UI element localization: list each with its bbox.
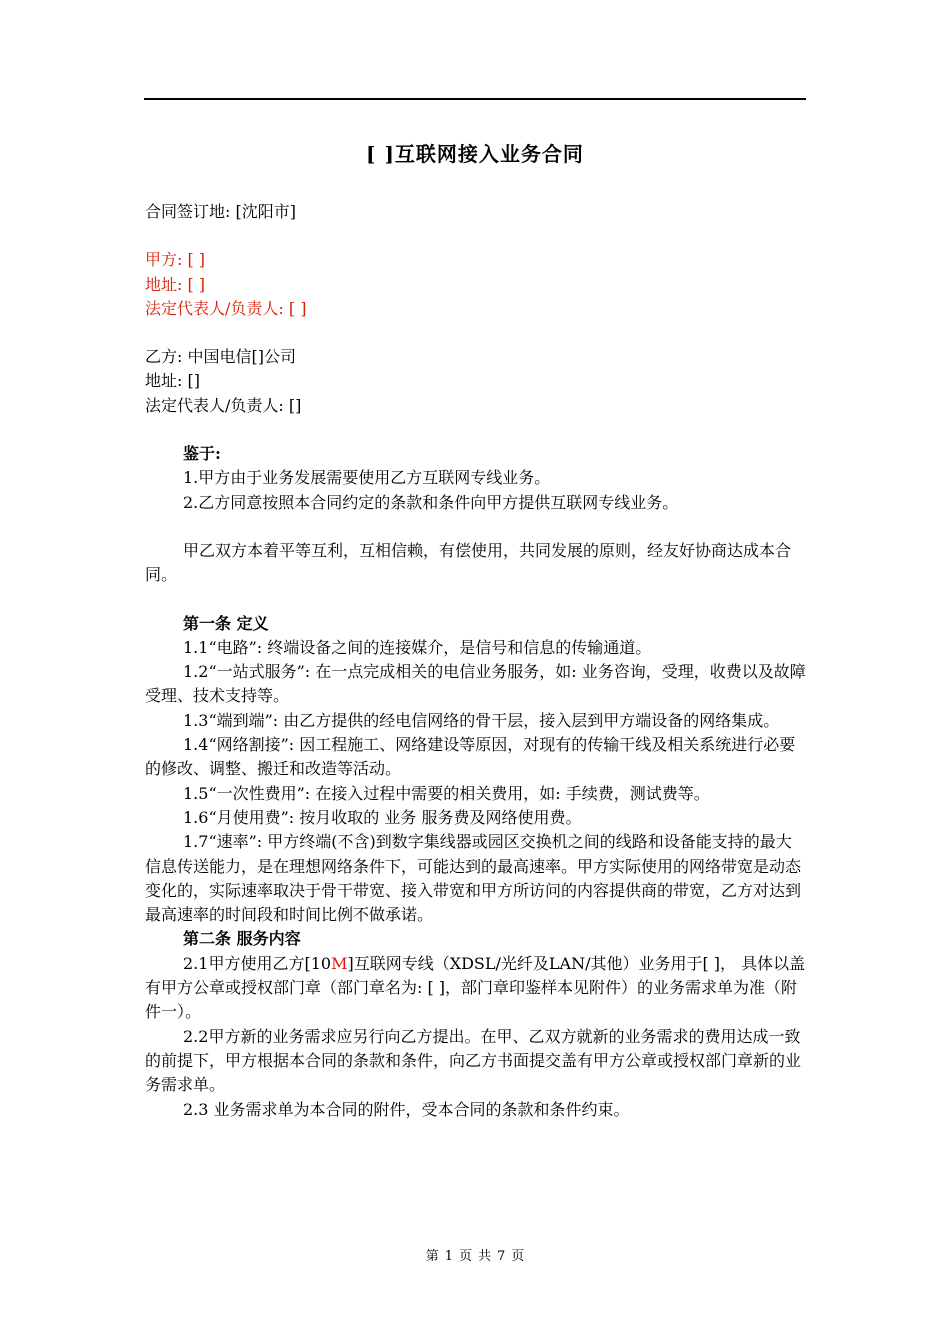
service-item: 2.3 业务需求单为本合同的附件，受本合同的条款和条件约束。	[183, 1099, 630, 1119]
whereas-item: 1.甲方由于业务发展需要使用乙方互联网专线业务。	[183, 468, 551, 488]
service-item-text: 2.1甲方使用乙方[10	[183, 953, 332, 973]
party-a-address: 地址: [ ]	[145, 274, 206, 294]
party-b-name: 乙方: 中国电信[]公司	[145, 347, 296, 367]
party-b-rep: 法定代表人/负责人: []	[145, 395, 302, 415]
document-title: [ ]互联网接入业务合同	[366, 142, 584, 166]
service-item-text: ]互联网专线（XDSL/光纤及LAN/其他）业务用于[ ]， 具体以盖有甲方公章或授权部门章（部门章名为: [ ]，部门章印鉴样本见附件）的业务需求单为准（附件一）。	[145, 953, 806, 1022]
header-rule	[144, 98, 806, 100]
footer-word: 共	[478, 1249, 492, 1264]
page-footer	[0, 1245, 950, 1264]
footer-word: 第	[425, 1249, 439, 1264]
footer-word: 页	[511, 1249, 525, 1264]
service-item: 2.2甲方新的业务需求应另行向乙方提出。在甲、乙双方就新的业务需求的费用达成一致的前提下，甲方根据本合同的条款和条件，向乙方书面提交盖有甲方公章或授权部门章新的业务需求单。	[145, 1026, 802, 1095]
definition-item: 1.3“端到端”: 由乙方提供的经电信网络的骨干层，接入层到甲方端设备的网络集成。	[183, 710, 780, 730]
definition-item: 1.2“一站式服务”: 在一点完成相关的电信业务服务，如: 业务咨询，受理，收费以及故障受理、技术支持等。	[145, 662, 806, 706]
page-total: 7	[497, 1249, 506, 1264]
definition-item: 1.5“一次性费用”: 在接入过程中需要的相关费用，如: 手续费，测试费等。	[183, 783, 710, 803]
bandwidth-unit: M	[331, 953, 348, 973]
party-a-rep: 法定代表人/负责人: [ ]	[145, 298, 307, 318]
preamble: 甲乙双方本着平等互利，互相信赖，有偿使用，共同发展的原则，经友好协商达成本合同。	[145, 540, 792, 585]
definition-item: 1.6“月使用费”: 按月收取的 业务 服务费及网络使用费。	[183, 807, 582, 827]
signing-place: 合同签订地: [沈阳市]	[145, 202, 296, 221]
whereas-heading: 鉴于:	[183, 444, 221, 464]
definition-item: 1.1“电路”: 终端设备之间的连接媒介，是信号和信息的传输通道。	[183, 637, 652, 657]
definition-item: 1.7“速率”: 甲方终端(不含)到数字集线器或园区交换机之间的线路和设备能支持的最大信息传送能力，是在理想网络条件下，可能达到的最高速率。甲方实际使用的网络带宽是动态变化的，实际速率取决于骨干带宽、接入带宽和甲方所访问的内容提供商的带宽，乙方对达到最高速率的时间段和时间比例不做承诺。	[145, 832, 802, 925]
party-a-name: 甲方: [ ]	[145, 250, 206, 270]
footer-word: 页	[458, 1249, 472, 1264]
page-number: 1	[444, 1249, 453, 1264]
definition-item: 1.4“网络割接”: 因工程施工、网络建设等原因，对现有的传输干线及相关系统进行必要的修改、调整、搬迁和改造等活动。	[145, 735, 796, 779]
party-b-address: 地址: []	[145, 371, 200, 391]
service-item	[145, 952, 807, 1025]
document-body	[145, 200, 807, 1122]
article-1-heading: 第一条 定义	[183, 613, 269, 633]
article-2-heading: 第二条 服务内容	[183, 929, 301, 949]
whereas-item: 2.乙方同意按照本合同约定的条款和条件向甲方提供互联网专线业务。	[183, 492, 679, 512]
